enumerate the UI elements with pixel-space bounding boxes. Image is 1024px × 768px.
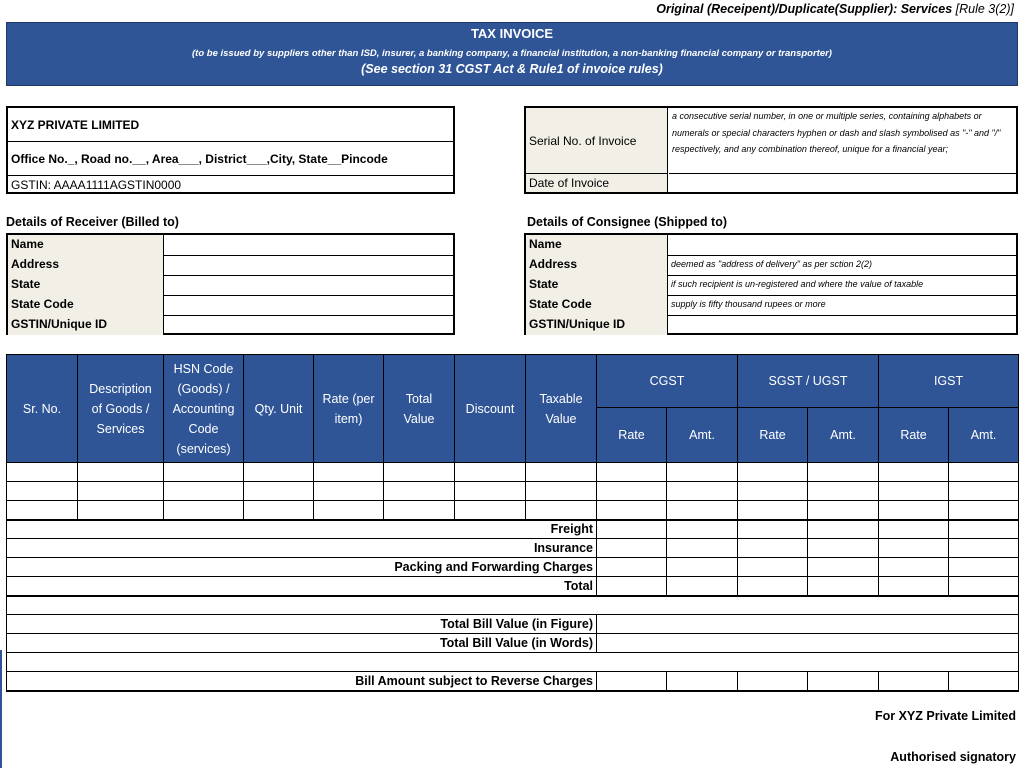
consignee-row-gstin: GSTIN/Unique ID	[526, 315, 1016, 335]
banner-subtitle: (to be issued by suppliers other than ISD, insurer, a banking company, a financial institution, a non-banking financial company or transporter)	[192, 48, 832, 59]
packing-label: Packing and Forwarding Charges	[7, 558, 597, 577]
header-cgst-amt: Amt.	[667, 408, 738, 463]
receiver-heading: Details of Receiver (Billed to)	[6, 215, 179, 229]
header-sr-no: Sr. No.	[7, 355, 78, 463]
consignee-state-code-note: supply is fifty thousand rupees or more	[671, 299, 826, 309]
spacer-row	[7, 596, 1019, 615]
consignee-details	[524, 233, 1018, 335]
receiver-row-state-code: State Code	[8, 295, 453, 316]
rule-reference: [Rule 3(2)]	[955, 2, 1014, 16]
header-discount: Discount	[455, 355, 526, 463]
consignee-row-state-code: State Code supply is fifty thousand rupees or more	[526, 295, 1016, 316]
consignee-heading: Details of Consignee (Shipped to)	[527, 215, 728, 229]
bill-words-label: Total Bill Value (in Words)	[7, 634, 597, 653]
item-row	[7, 482, 1019, 501]
header-cgst: CGST	[597, 355, 738, 408]
receiver-details	[6, 233, 455, 335]
insurance-row	[7, 539, 1019, 558]
packing-row	[7, 558, 1019, 577]
authorised-signatory-label: Authorised signatory	[890, 750, 1016, 764]
total-row	[7, 577, 1019, 596]
banner-title: TAX INVOICE	[470, 26, 554, 41]
consignee-row-state: State if such recipient is un-registered and where the value of taxable	[526, 275, 1016, 296]
consignee-state-note: if such recipient is un-registered and where the value of taxable	[671, 279, 924, 289]
header-sgst-rate: Rate	[738, 408, 808, 463]
invoice-serial-box	[524, 106, 1018, 194]
receiver-row-state: State	[8, 275, 453, 296]
left-edge-bar	[0, 650, 2, 768]
supplier-name: XYZ PRIVATE LIMITED	[8, 108, 453, 142]
spacer-row	[7, 653, 1019, 672]
consignee-row-name: Name	[526, 235, 1016, 256]
header-row	[7, 355, 1019, 408]
header-total-value: Total Value	[384, 355, 455, 463]
reverse-charge-row	[7, 672, 1019, 691]
supplier-address: Office No._, Road no.__, Area___, District___,City, State__Pincode	[8, 142, 453, 176]
receiver-row-address: Address	[8, 255, 453, 276]
supplier-gstin: GSTIN: AAAA1111AGSTIN0000	[11, 178, 182, 192]
bill-figure-label: Total Bill Value (in Figure)	[7, 615, 597, 634]
header-igst-amt: Amt.	[949, 408, 1019, 463]
total-label: Total	[7, 577, 597, 596]
reverse-charge-label: Bill Amount subject to Reverse Charges	[7, 672, 597, 691]
header-description: Description of Goods / Services	[78, 355, 164, 463]
item-row	[7, 501, 1019, 520]
header-igst-rate: Rate	[879, 408, 949, 463]
banner-section: (See section 31 CGST Act & Rule1 of invoice rules)	[361, 62, 663, 76]
header-rate: Rate (per item)	[314, 355, 384, 463]
date-label: Date of Invoice	[526, 174, 668, 192]
freight-row	[7, 520, 1019, 539]
header-cgst-rate: Rate	[597, 408, 667, 463]
receiver-row-name: Name	[8, 235, 453, 256]
bill-figure-row	[7, 615, 1019, 634]
header-hsn-code: HSN Code (Goods) / Accounting Code (services)	[164, 355, 244, 463]
freight-label: Freight	[7, 520, 597, 539]
consignee-row-address: Address deemed as "address of delivery" as per sction 2(2)	[526, 255, 1016, 276]
header-igst: IGST	[879, 355, 1019, 408]
copy-type-title: Original (Receipent)/Duplicate(Supplier): Services [Rule 3(2)]	[656, 2, 1014, 16]
serial-description: a consecutive serial number, in one or multiple series, containing alphabets or numerals or special characters hyphen or dash and slash symbolised as "-" and "/" respectively, and any combination thereof, unique for a financial year;	[669, 108, 1016, 174]
header-taxable-value: Taxable Value	[526, 355, 597, 463]
invoice-items-table	[6, 354, 1019, 692]
serial-label: Serial No. of Invoice	[526, 108, 668, 174]
header-sgst-amt: Amt.	[808, 408, 879, 463]
tax-invoice-banner	[6, 22, 1018, 86]
header-sgst: SGST / UGST	[738, 355, 879, 408]
header-qty-unit: Qty. Unit	[244, 355, 314, 463]
insurance-label: Insurance	[7, 539, 597, 558]
receiver-row-gstin: GSTIN/Unique ID	[8, 315, 453, 335]
bill-words-row	[7, 634, 1019, 653]
supplier-box	[6, 106, 455, 194]
item-row	[7, 463, 1019, 482]
consignee-address-note: deemed as "address of delivery" as per sction 2(2)	[671, 259, 872, 269]
for-company-label: For XYZ Private Limited	[874, 709, 1016, 723]
